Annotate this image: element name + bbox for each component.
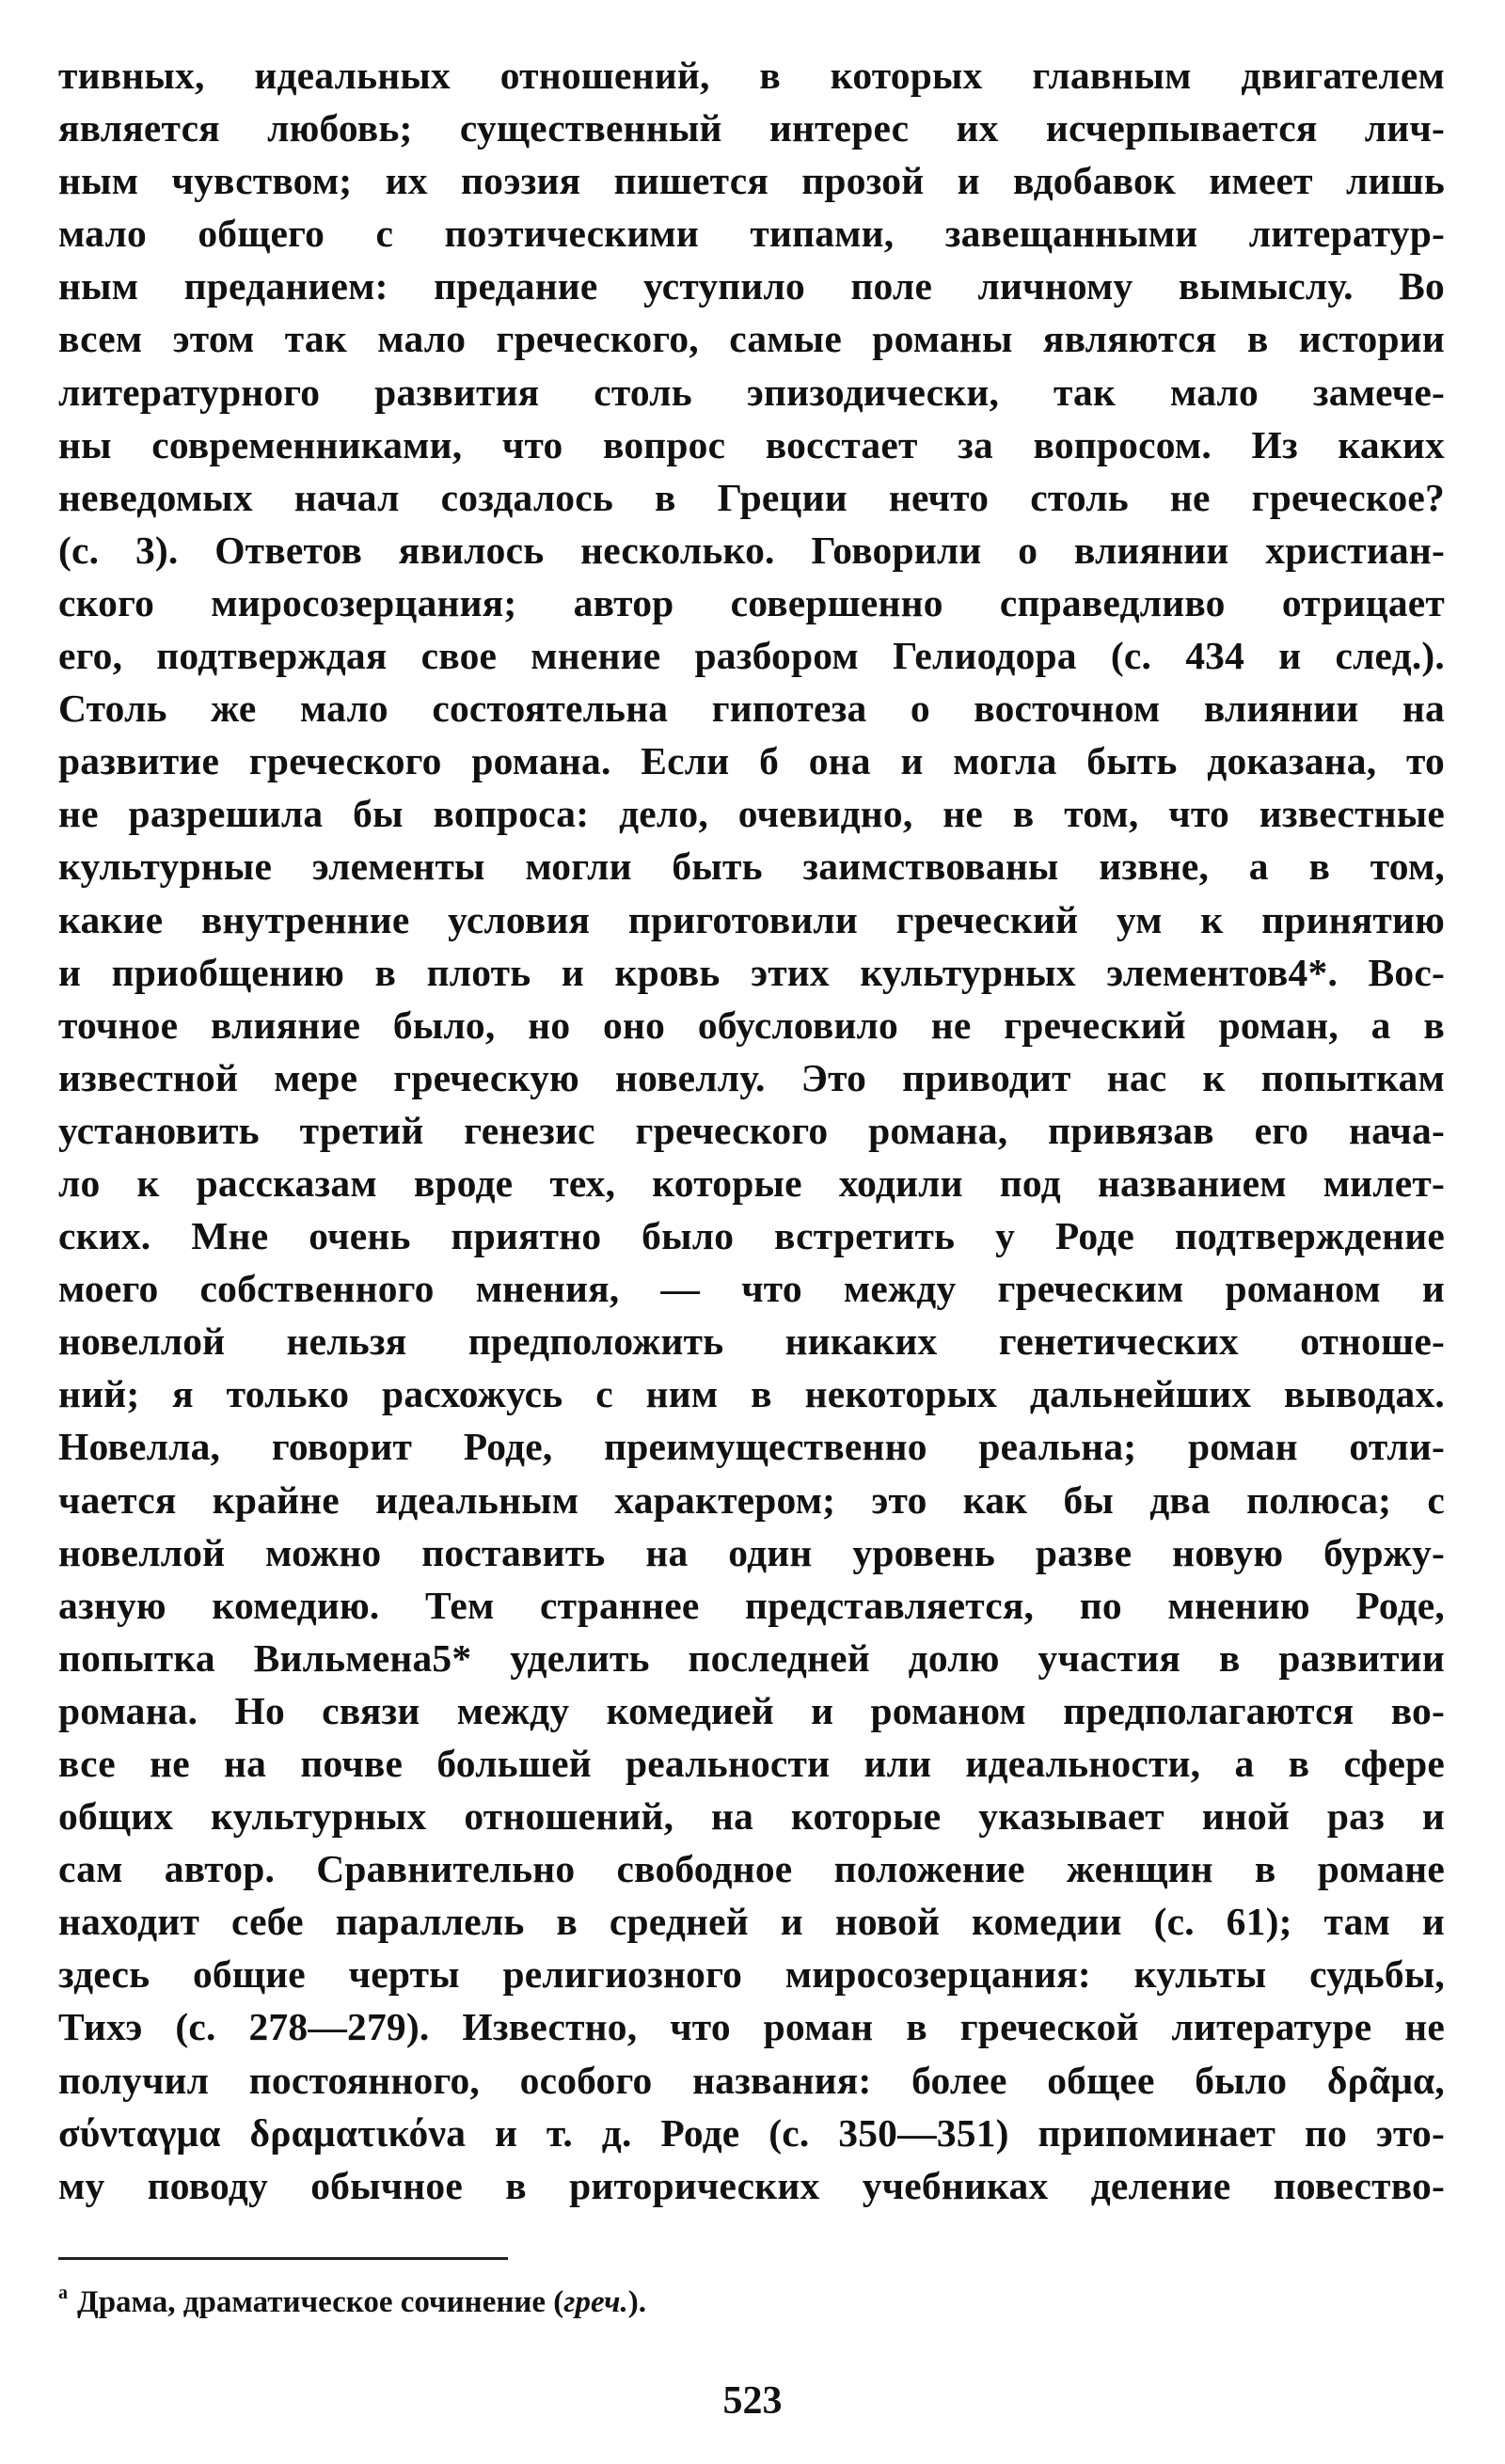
text-line: му поводу обычное в риторических учебниках деление повество-	[58, 2163, 1445, 2207]
text-line: находит себе параллель в средней и новой комедии (с. 61); там и	[58, 1900, 1445, 1944]
page-number: 523	[722, 2379, 783, 2423]
text-line: развитие греческого романа. Если б она и могла быть доказана, то	[58, 739, 1445, 783]
footnote	[58, 2274, 646, 2321]
text-line: Столь же мало состоятельна гипотеза о восточном влиянии на	[58, 687, 1445, 731]
text-line: новеллой можно поставить на один уровень разве новую буржу-	[58, 1530, 1445, 1574]
text-line: точное влияние было, но оно обусловило не греческий роман, а в	[58, 1003, 1445, 1047]
text-line: ным чувством; их поэзия пишется прозой и вдобавок имеет лишь	[58, 159, 1445, 203]
text-line: Новелла, говорит Роде, преимущественно реальна; роман отли-	[58, 1425, 1445, 1469]
text-line: чается крайне идеальным характером; это как бы два полюса; с	[58, 1477, 1445, 1522]
text-line: получил постоянного, особого названия: более общее было δρᾶμα,	[58, 2058, 1445, 2102]
text-line: является любовь; существенный интерес их исчерпывается лич-	[58, 106, 1445, 150]
footnote-text: Драма, драматическое сочинение (	[77, 2285, 564, 2319]
text-line: культурные элементы могли быть заимствованы извне, а в том,	[58, 845, 1445, 889]
footnote-marker: a	[58, 2282, 68, 2303]
text-line: и приобщению в плоть и кровь этих культурных элементов4*. Вос-	[58, 950, 1445, 994]
text-line: неведомых начал создалось в Греции нечто столь не греческое?	[58, 475, 1445, 519]
text-line: какие внутренние условия приготовили греческий ум к принятию	[58, 897, 1445, 941]
text-line: тивных, идеальных отношений, в которых главным двигателем	[58, 54, 1445, 97]
text-line: новеллой нельзя предположить никаких генетических отноше-	[58, 1319, 1445, 1364]
text-line: известной мере греческую новеллу. Это приводит нас к попыткам	[58, 1055, 1445, 1099]
text-line: здесь общие черты религиозного миросозерцания: культы судьбы,	[58, 1952, 1445, 1997]
text-line: ских. Мне очень приятно было встретить у Роде подтверждение	[58, 1214, 1445, 1258]
text-line: ны современниками, что вопрос восстает за вопросом. Из каких	[58, 422, 1445, 466]
page-body	[58, 49, 1445, 2212]
text-line: его, подтверждая свое мнение разбором Гелиодора (с. 434 и след.).	[58, 634, 1445, 678]
text-line: моего собственного мнения, — что между греческим романом и	[58, 1267, 1445, 1311]
footnote-closing: ).	[627, 2285, 646, 2319]
text-line: все не на почве большей реальности или идеальности, а в сфере	[58, 1742, 1445, 1785]
text-line: сам автор. Сравнительно свободное положение женщин в романе	[58, 1847, 1445, 1891]
text-line: всем этом так мало греческого, самые романы являются в истории	[58, 317, 1445, 361]
text-line: попытка Вильмена5* уделить последней долю участия в развитии	[58, 1635, 1445, 1680]
text-line: общих культурных отношений, на которые указывает иной раз и	[58, 1794, 1445, 1839]
text-line: Тихэ (с. 278—279). Известно, что роман в греческой литературе не	[58, 2005, 1445, 2049]
text-line: ний; я только расхожусь с ним в некоторых дальнейших выводах.	[58, 1372, 1445, 1416]
footnote-rule	[58, 2257, 508, 2260]
text-line: азную комедию. Тем страннее представляется, по мнению Роде,	[58, 1583, 1445, 1627]
text-line: установить третий генезис греческого романа, привязав его нача-	[58, 1108, 1445, 1152]
text-line: ным преданием: предание уступило поле личному вымыслу. Во	[58, 264, 1445, 308]
text-line: романа. Но связи между комедией и романом предполагаются во-	[58, 1688, 1445, 1732]
text-line: ского миросозерцания; автор совершенно справедливо отрицает	[58, 580, 1445, 624]
text-line: мало общего с поэтическими типами, завещанными литератур-	[58, 212, 1445, 256]
text-line: литературного развития столь эпизодически, так мало замече-	[58, 370, 1445, 414]
footnote-italic: греч.	[563, 2285, 628, 2319]
text-line: (с. 3). Ответов явилось несколько. Говорили о влиянии христиан-	[58, 528, 1445, 572]
text-line: σύνταγμα δραματικόνa и т. д. Роде (с. 350—351) припоминает по это-	[58, 2110, 1445, 2155]
text-line: не разрешила бы вопроса: дело, очевидно, не в том, что известные	[58, 792, 1445, 836]
text-line: ло к рассказам вроде тех, которые ходили под названием милет-	[58, 1161, 1445, 1205]
